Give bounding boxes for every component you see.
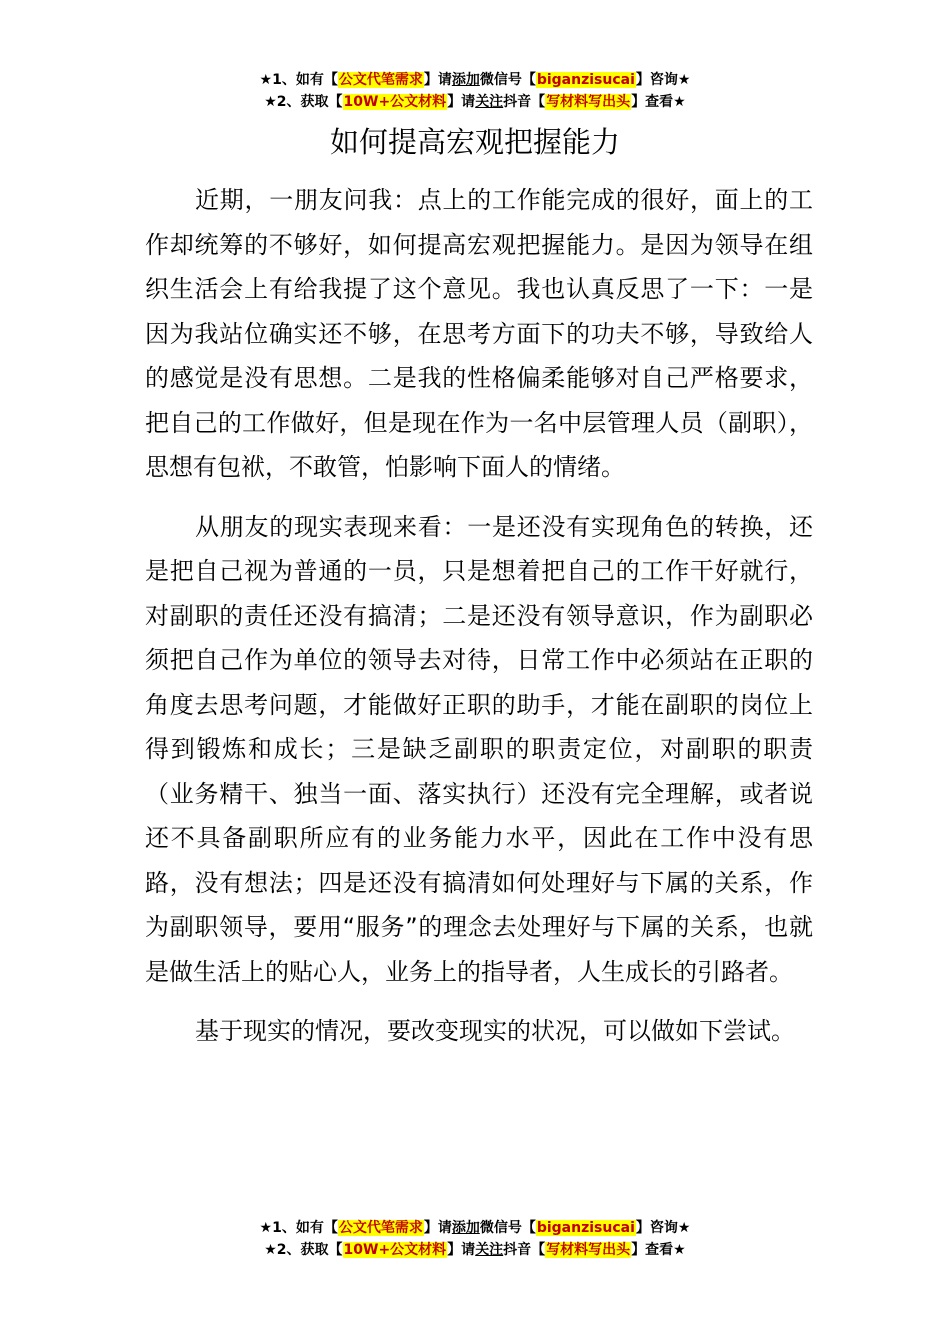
document-body [145, 178, 813, 1069]
header-banner [0, 69, 950, 113]
banner-text: 】请 [447, 1242, 476, 1258]
document-title: 如何提高宏观把握能力 [329, 125, 620, 159]
banner-line-1 [0, 69, 950, 91]
banner-text: 微信号【 [479, 1220, 536, 1236]
paragraph: 从朋友的现实表现来看：一是还没有实现角色的转换，还是把自己视为普通的一员，只是想着把自己的工作干好就行，对副职的责任还没有搞清；二是还没有领导意识，作为副职必须把自己作为单位的领导去对待，日常工作中必须站在正职的角度去思考问题，才能做好正职的助手，才能在副职的岗位上得到锻炼和成长；三是缺乏副职的职责定位，对副职的职责（业务精干、独当一面、落实执行）还没有完全理解，或者说还不具备副职所应有的业务能力水平，因此在工作中没有思路，没有想法；四是还没有搞清如何处理好与下属的关系，作为副职领导，要用“服务”的理念去处理好与下属的关系，也就是做生活上的贴心人，业务上的指导者，人生成长的引路者。 [145, 512, 813, 986]
highlight-douyin-id: 写材料写出头 [546, 94, 631, 110]
banner-text: 抖音【 [503, 1242, 546, 1258]
highlight-douyin-id: 写材料写出头 [546, 1242, 631, 1258]
paragraph: 近期，一朋友问我：点上的工作能完成的很好，面上的工作却统筹的不够好，如何提高宏观把握能力。是因为领导在组织生活会上有给我提了这个意见。我也认真反思了一下：一是因为我站位确实还不够，在思考方面下的功夫不够，导致给人的感觉是没有思想。二是我的性格偏柔能够对自己严格要求，把自己的工作做好，但是现在作为一名中层管理人员（副职），思想有包袱，不敢管，怕影响下面人的情绪。 [145, 186, 813, 481]
banner-line-2 [0, 91, 950, 113]
highlight-service: 公文代笔需求 [338, 1220, 423, 1236]
banner-line-1 [0, 1217, 950, 1239]
highlight-materials: 10W+公文材料 [343, 1242, 447, 1258]
banner-text: 微信号【 [479, 72, 536, 88]
banner-text: ★1、如有【 [259, 1220, 338, 1236]
underlined-text: 关注 [475, 94, 504, 110]
banner-text: ★2、获取【 [264, 1242, 343, 1258]
highlight-wechat-id: biganzisucai [536, 72, 635, 88]
underlined-text: 关注 [475, 1242, 504, 1258]
highlight-wechat-id: biganzisucai [536, 1220, 635, 1236]
banner-text: 】请 [423, 72, 452, 88]
underlined-text: 添加 [451, 1220, 480, 1236]
banner-text: 】查看★ [631, 94, 686, 110]
banner-text: ★1、如有【 [259, 72, 338, 88]
banner-text: ★2、获取【 [264, 94, 343, 110]
footer-banner [0, 1217, 950, 1261]
banner-text: 】咨询★ [635, 1220, 691, 1236]
underlined-text: 添加 [451, 72, 480, 88]
paragraph: 基于现实的情况，要改变现实的状况，可以做如下尝试。 [195, 1017, 795, 1045]
banner-text: 】查看★ [631, 1242, 686, 1258]
highlight-service: 公文代笔需求 [338, 72, 423, 88]
banner-text: 】请 [447, 94, 476, 110]
banner-text: 】咨询★ [635, 72, 691, 88]
banner-text: 抖音【 [503, 94, 546, 110]
banner-line-2 [0, 1239, 950, 1261]
banner-text: 】请 [423, 1220, 452, 1236]
highlight-materials: 10W+公文材料 [343, 94, 447, 110]
